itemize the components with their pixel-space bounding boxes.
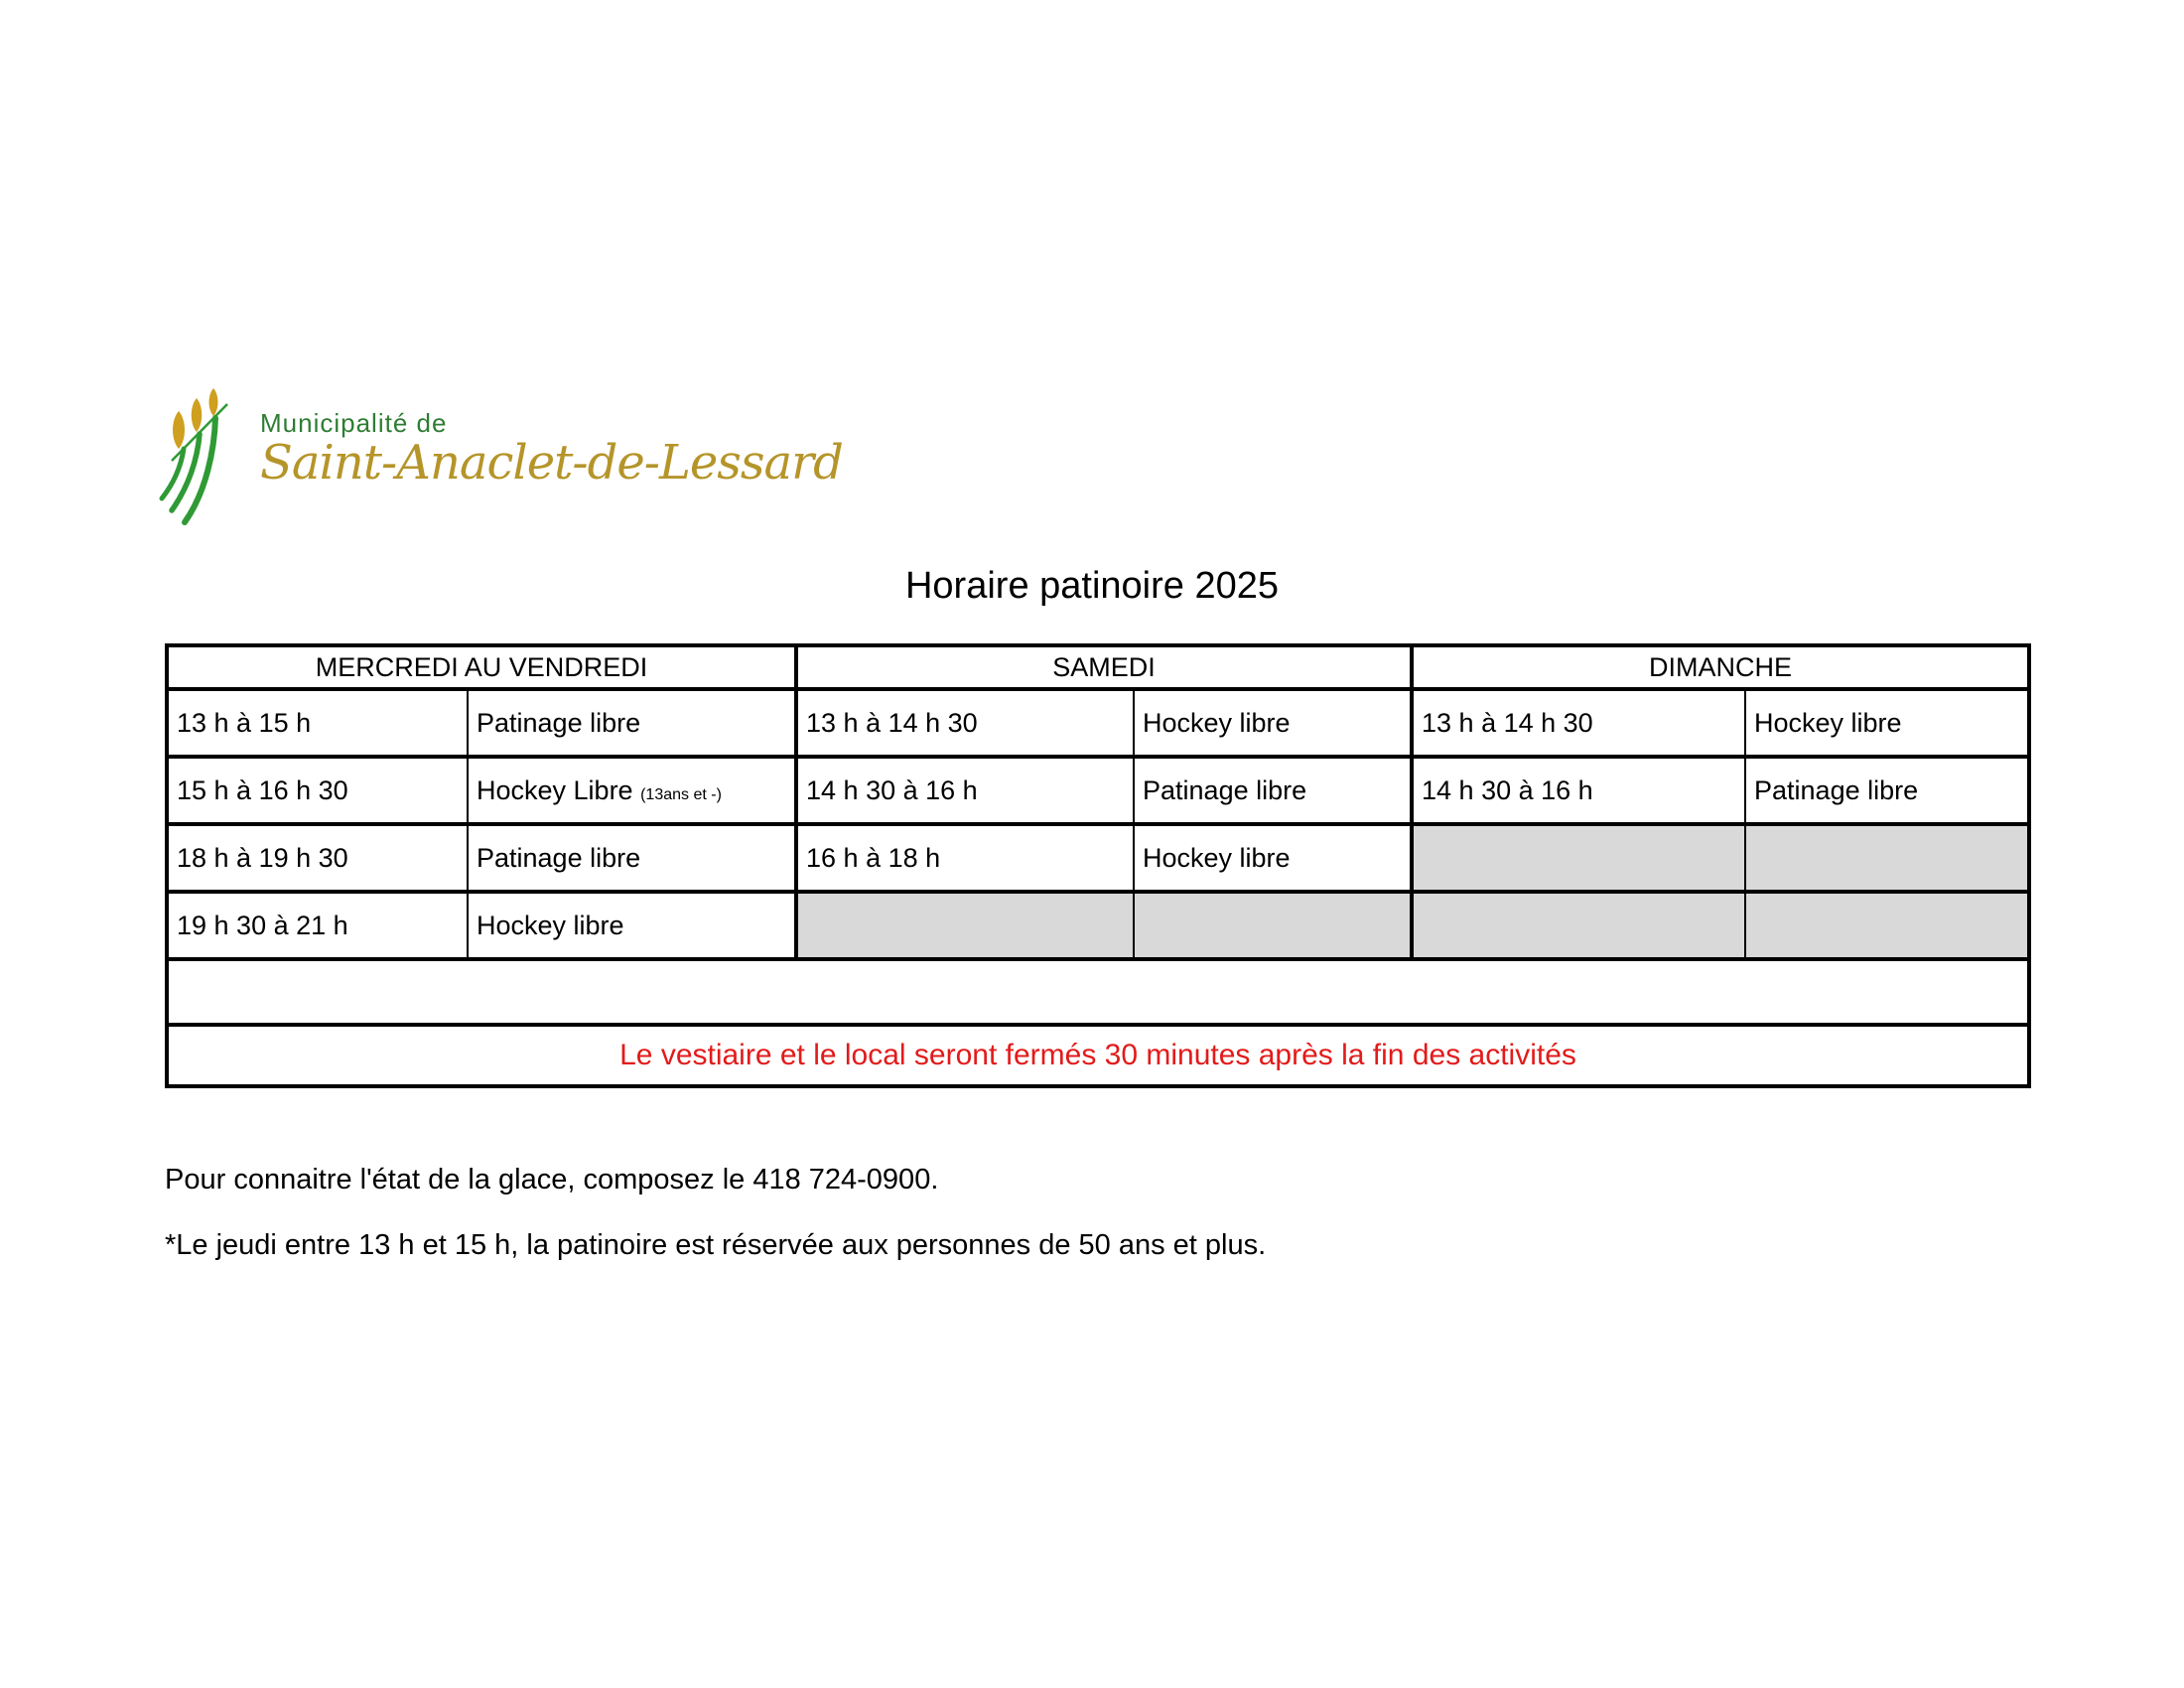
table-row: [167, 892, 2029, 959]
note-ice-status-phone: Pour connaitre l'état de la glace, composez le 418 724-0900.: [165, 1164, 939, 1196]
header-row: [167, 645, 2029, 689]
municipality-logo: [159, 387, 843, 526]
activity-label: Hockey Libre: [477, 774, 633, 805]
cell-activity: Patinage libre: [1134, 757, 1412, 824]
cell-time: 19 h 30 à 21 h: [167, 892, 468, 959]
cell-activity: Patinage libre: [1745, 757, 2029, 824]
cell-time: 16 h à 18 h: [796, 824, 1134, 892]
cell-empty-gray: [1745, 824, 2029, 892]
header-saturday: SAMEDI: [796, 645, 1412, 689]
cell-activity: [468, 757, 796, 824]
cell-time: 13 h à 14 h 30: [796, 689, 1134, 757]
cell-activity: Patinage libre: [468, 689, 796, 757]
cell-empty-gray: [1412, 892, 1745, 959]
cell-time: 15 h à 16 h 30: [167, 757, 468, 824]
header-wednesday-friday: MERCREDI AU VENDREDI: [167, 645, 796, 689]
cell-empty-gray: [1134, 892, 1412, 959]
cell-empty-gray: [796, 892, 1134, 959]
cell-time: 14 h 30 à 16 h: [796, 757, 1134, 824]
table-row: [167, 757, 2029, 824]
table-row: [167, 824, 2029, 892]
cell-activity: Patinage libre: [468, 824, 796, 892]
closing-notice: Le vestiaire et le local seront fermés 30 minutes après la fin des activités: [167, 1025, 2029, 1086]
cell-time: 18 h à 19 h 30: [167, 824, 468, 892]
cell-time: 13 h à 14 h 30: [1412, 689, 1745, 757]
cell-empty-gray: [1412, 824, 1745, 892]
org-name: Saint-Anaclet-de-Lessard: [260, 434, 843, 491]
cell-activity: Hockey libre: [1745, 689, 2029, 757]
notice-row: [167, 1025, 2029, 1086]
table-row: [167, 689, 2029, 757]
empty-spacer-row: [167, 959, 2029, 1025]
schedule-table: [165, 643, 2031, 1088]
cell-time: 14 h 30 à 16 h: [1412, 757, 1745, 824]
cell-empty-white: [167, 959, 2029, 1025]
page-title: Horaire patinoire 2025: [904, 565, 1279, 607]
logo-wordmark: [260, 387, 843, 491]
header-sunday: DIMANCHE: [1412, 645, 2029, 689]
note-thursday-seniors: *Le jeudi entre 13 h et 15 h, la patinoire est réservée aux personnes de 50 ans et plus.: [165, 1229, 1267, 1261]
cell-activity: Hockey libre: [468, 892, 796, 959]
cell-time: 13 h à 15 h: [167, 689, 468, 757]
cell-activity: Hockey libre: [1134, 689, 1412, 757]
age-restriction-note: (13ans et -): [640, 785, 722, 803]
cell-empty-gray: [1745, 892, 2029, 959]
cell-activity: Hockey libre: [1134, 824, 1412, 892]
wheat-stalks-logo-icon: [159, 387, 248, 526]
org-prefix: Municipalité de: [260, 408, 448, 438]
